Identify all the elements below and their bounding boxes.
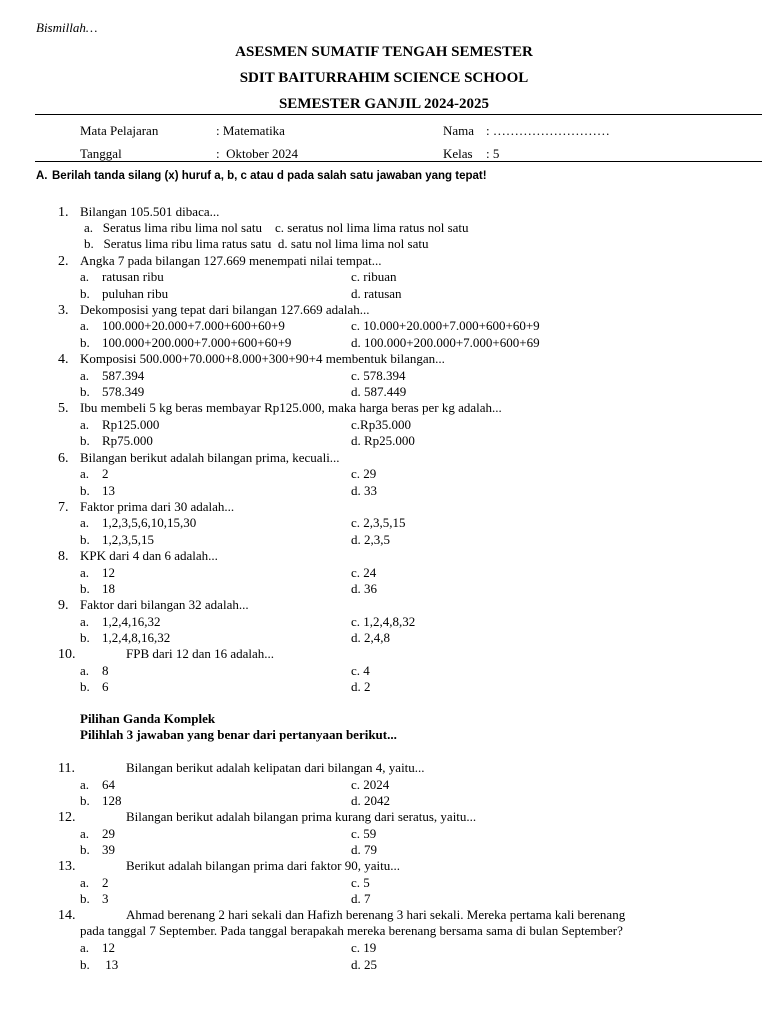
- option-d[interactable]: d. ratusan: [351, 286, 402, 301]
- option-d[interactable]: d. 79: [351, 842, 377, 857]
- option-b[interactable]: b. 18: [80, 581, 115, 596]
- question-number: 5.: [58, 401, 69, 416]
- question-text: Dekomposisi yang tepat dari bilangan 127.669 adalah...: [80, 302, 370, 317]
- question-11: [58, 760, 425, 777]
- option-b[interactable]: b. 1,2,3,5,15: [80, 532, 154, 547]
- subject-label: Mata Pelajaran: [80, 123, 159, 138]
- option-c[interactable]: c. 10.000+20.000+7.000+600+60+9: [351, 318, 540, 333]
- question-text: Ahmad berenang 2 hari sekali dan Hafizh berenang 3 hari sekali. Mereka pertama kali berenang: [126, 907, 626, 922]
- option-d[interactable]: d. 2,3,5: [351, 532, 390, 547]
- question-text: Angka 7 pada bilangan 127.669 menempati nilai tempat...: [80, 253, 382, 268]
- option-c[interactable]: c. 4: [351, 663, 370, 678]
- question-13: [58, 858, 400, 875]
- question-number: 3.: [58, 303, 69, 318]
- question-6: [58, 450, 340, 467]
- option-a[interactable]: a. 12: [80, 940, 115, 955]
- header-divider-top: [35, 114, 762, 115]
- question-4: [58, 351, 445, 368]
- question-text: FPB dari 12 dan 16 adalah...: [126, 646, 275, 661]
- name-label: Nama: [443, 123, 475, 138]
- question-2: [58, 253, 381, 270]
- section-a-letter: A.: [36, 170, 48, 182]
- option-c[interactable]: c. 5: [351, 875, 370, 890]
- question-number: 11.: [58, 761, 75, 776]
- header-divider-bottom: [35, 161, 762, 162]
- class-value: : 5: [486, 146, 500, 161]
- question-14-text-continued: pada tanggal 7 September. Pada tanggal berapakah mereka berenang bersama sama di bulan September?: [80, 923, 623, 938]
- bismillah-text: Bismillah…: [36, 20, 98, 35]
- option-b[interactable]: b. 100.000+200.000+7.000+600+60+9: [80, 335, 292, 350]
- option-a[interactable]: a. 2: [80, 466, 109, 481]
- question-12: [58, 809, 476, 826]
- option-a[interactable]: a. 29: [80, 826, 115, 841]
- question-7: [58, 499, 234, 516]
- exam-title: ASESMEN SUMATIF TENGAH SEMESTER: [235, 44, 533, 60]
- section-a-instruction: [36, 170, 487, 182]
- option-d[interactable]: d. Rp25.000: [351, 433, 415, 448]
- option-c[interactable]: c. ribuan: [351, 269, 397, 284]
- option-c[interactable]: c. 578.394: [351, 368, 406, 383]
- semester-title: SEMESTER GANJIL 2024-2025: [278, 96, 490, 112]
- question-number: 7.: [58, 500, 69, 515]
- section-a-text: Berilah tanda silang (x) huruf a, b, c atau d pada salah satu jawaban yang tepat!: [52, 170, 487, 182]
- option-c[interactable]: c. 19: [351, 940, 377, 955]
- option-a[interactable]: a. 1,2,4,16,32: [80, 614, 161, 629]
- section-b-instruction: Pilihlah 3 jawaban yang benar dari pertanyaan berikut...: [80, 727, 397, 742]
- question-text: Bilangan berikut adalah bilangan prima kurang dari seratus, yaitu...: [126, 809, 477, 824]
- name-field[interactable]: : ………………………: [486, 123, 610, 138]
- question-number: 6.: [58, 451, 69, 466]
- question-3: [58, 302, 370, 319]
- option-a[interactable]: a. 100.000+20.000+7.000+600+60+9: [80, 318, 285, 333]
- question-number: 8.: [58, 549, 69, 564]
- option-b[interactable]: b. 6: [80, 679, 109, 694]
- option-c[interactable]: c. 24: [351, 565, 377, 580]
- class-label: Kelas: [443, 146, 473, 161]
- option-a[interactable]: a. ratusan ribu: [80, 269, 164, 284]
- question-text: KPK dari 4 dan 6 adalah...: [80, 548, 218, 563]
- question-text: Bilangan 105.501 dibaca...: [80, 204, 220, 219]
- question-text: Bilangan berikut adalah kelipatan dari bilangan 4, yaitu...: [126, 760, 425, 775]
- question-number: 14.: [58, 908, 76, 923]
- question-number: 1.: [58, 205, 69, 220]
- date-value: : Oktober 2024: [216, 146, 298, 161]
- option-b[interactable]: b. puluhan ribu: [80, 286, 169, 301]
- option-b[interactable]: b. 13: [80, 957, 119, 972]
- option-c[interactable]: c. 2,3,5,15: [351, 515, 406, 530]
- question-text: Ibu membeli 5 kg beras membayar Rp125.000, maka harga beras per kg adalah...: [80, 400, 502, 415]
- question-8: [58, 548, 218, 565]
- option-d[interactable]: d. 33: [351, 483, 377, 498]
- option-b[interactable]: b. Rp75.000: [80, 433, 153, 448]
- option-b[interactable]: b. 578.349: [80, 384, 145, 399]
- option-c[interactable]: c. 59: [351, 826, 377, 841]
- question-number: 2.: [58, 254, 69, 269]
- option-b[interactable]: b. 39: [80, 842, 115, 857]
- option-d[interactable]: d. 2042: [351, 793, 390, 808]
- option-d[interactable]: d. 2,4,8: [351, 630, 390, 645]
- option-b[interactable]: b. 1,2,4,8,16,32: [80, 630, 171, 645]
- option-c[interactable]: c.Rp35.000: [351, 417, 411, 432]
- question-number: 13.: [58, 859, 76, 874]
- question-number: 10.: [58, 647, 76, 662]
- option-d[interactable]: d. 7: [351, 891, 371, 906]
- school-name: SDIT BAITURRAHIM SCIENCE SCHOOL: [239, 70, 529, 86]
- option-a[interactable]: a. 8: [80, 663, 109, 678]
- option-b[interactable]: b. 128: [80, 793, 122, 808]
- section-b-title: Pilihan Ganda Komplek: [80, 711, 216, 726]
- question-text: Komposisi 500.000+70.000+8.000+300+90+4 membentuk bilangan...: [80, 351, 445, 366]
- option-c[interactable]: c. 1,2,4,8,32: [351, 614, 416, 629]
- option-a[interactable]: a. 2: [80, 875, 109, 890]
- option-a[interactable]: a. 64: [80, 777, 115, 792]
- question-10: [58, 646, 274, 663]
- question-text: Bilangan berikut adalah bilangan prima, kecuali...: [80, 450, 340, 465]
- option-b[interactable]: b. 13: [80, 483, 115, 498]
- question-text: Faktor prima dari 30 adalah...: [80, 499, 235, 514]
- question-number: 12.: [58, 810, 76, 825]
- subject-value: : Matematika: [216, 123, 285, 138]
- option-a[interactable]: a. 12: [80, 565, 115, 580]
- question-1-options-bd[interactable]: b. Seratus lima ribu lima ratus satu d. satu nol lima lima nol satu: [84, 236, 429, 251]
- question-9: [58, 597, 249, 614]
- question-5: [58, 400, 502, 417]
- option-d[interactable]: d. 587.449: [351, 384, 407, 399]
- option-b[interactable]: b. 3: [80, 891, 109, 906]
- option-c[interactable]: c. 29: [351, 466, 377, 481]
- question-1-options-ac[interactable]: a. Seratus lima ribu lima nol satu c. seratus nol lima lima ratus nol satu: [84, 220, 469, 235]
- option-a[interactable]: a. Rp125.000: [80, 417, 160, 432]
- question-number: 9.: [58, 598, 69, 613]
- question-14: [58, 907, 625, 924]
- option-d[interactable]: d. 100.000+200.000+7.000+600+69: [351, 335, 540, 350]
- option-d[interactable]: d. 36: [351, 581, 377, 596]
- option-d[interactable]: d. 2: [351, 679, 371, 694]
- option-d[interactable]: d. 25: [351, 957, 377, 972]
- question-text: Berikut adalah bilangan prima dari faktor 90, yaitu...: [126, 858, 400, 873]
- date-label: Tanggal: [80, 146, 122, 161]
- option-c[interactable]: c. 2024: [351, 777, 390, 792]
- question-1: [58, 204, 219, 221]
- option-a[interactable]: a. 1,2,3,5,6,10,15,30: [80, 515, 197, 530]
- question-number: 4.: [58, 352, 69, 367]
- question-text: Faktor dari bilangan 32 adalah...: [80, 597, 249, 612]
- option-a[interactable]: a. 587.394: [80, 368, 145, 383]
